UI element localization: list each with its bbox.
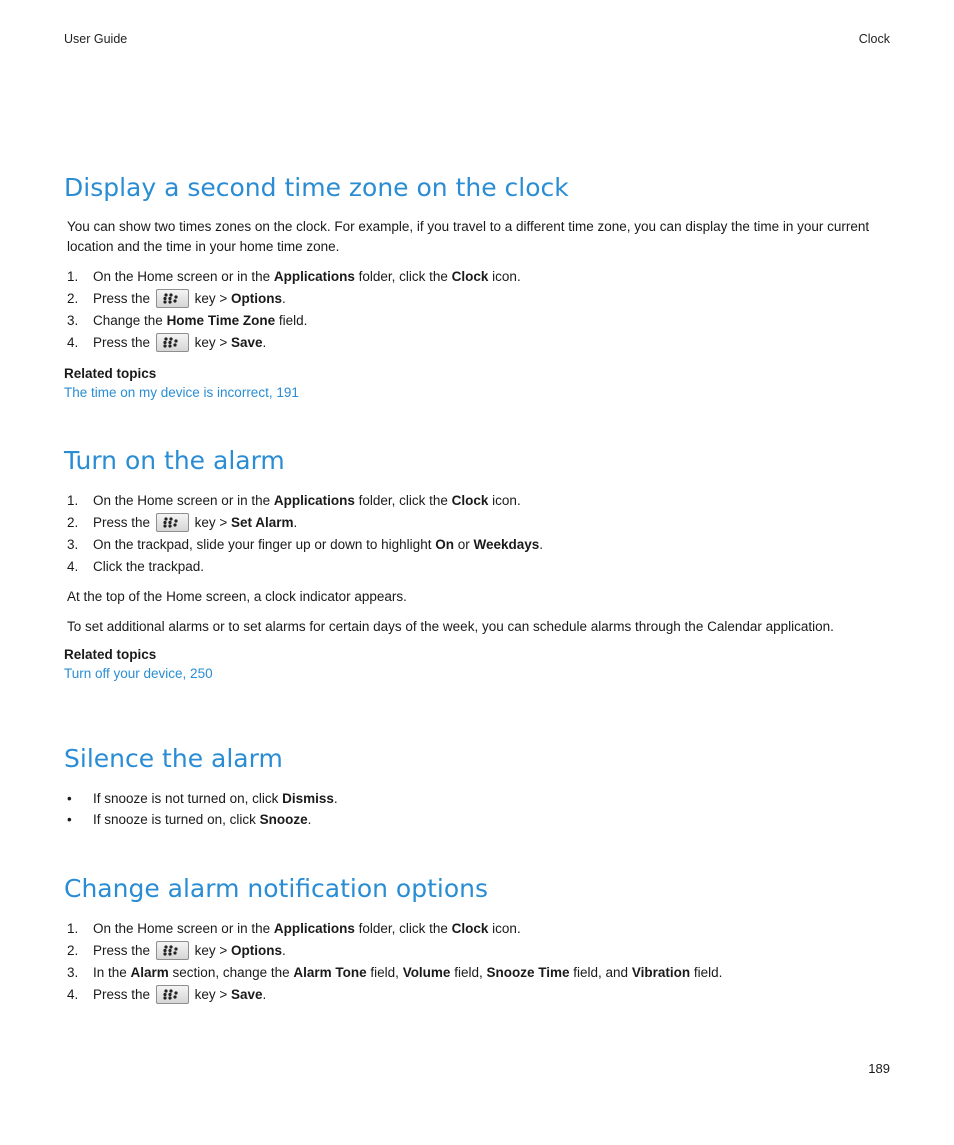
bullet-item: • If snooze is not turned on, click Dismiss. — [67, 791, 338, 806]
result-paragraph: At the top of the Home screen, a clock indicator appears. — [67, 589, 407, 604]
step-2: 2. Press the key > Options. — [64, 288, 894, 310]
bullet-item: • If snooze is turned on, click Snooze. — [67, 812, 312, 827]
steps-list — [64, 918, 894, 1006]
step-2: 2. Press the key > Set Alarm. — [64, 512, 894, 534]
step-3: 3. On the trackpad, slide your finger up or down to highlight On or Weekdays. — [67, 537, 544, 552]
blackberry-menu-key-icon — [156, 289, 189, 308]
step-1: 1. On the Home screen or in the Applications folder, click the Clock icon. — [67, 269, 521, 284]
step-1: 1. On the Home screen or in the Applications folder, click the Clock icon. — [67, 921, 521, 936]
section-heading: Silence the alarm — [64, 744, 283, 773]
related-topics-heading: Related topics — [64, 647, 157, 662]
section-alarm-notification-options — [64, 874, 894, 1006]
related-topic-link[interactable]: The time on my device is incorrect, 191 — [64, 385, 299, 400]
related-topic-link[interactable]: Turn off your device, 250 — [64, 666, 213, 681]
section-silence-alarm — [64, 744, 894, 830]
intro-paragraph: You can show two times zones on the clock. For example, if you travel to a different time zone, you can display the time in your current location and the time in your home time zone. — [67, 219, 870, 254]
blackberry-menu-key-icon — [156, 985, 189, 1004]
section-heading: Change alarm notification options — [64, 874, 488, 903]
section-heading: Display a second time zone on the clock — [64, 173, 569, 202]
section-second-time-zone — [64, 173, 894, 402]
step-3: 3. In the Alarm section, change the Alarm Tone field, Volume field, Snooze Time field, and Vibration field. — [67, 965, 723, 980]
blackberry-menu-key-icon — [156, 941, 189, 960]
steps-list — [64, 490, 894, 578]
step-4: 4. Press the key > Save. — [64, 332, 894, 354]
bullet-list — [64, 788, 894, 830]
running-header-chapter: Clock — [858, 32, 890, 46]
section-turn-on-alarm — [64, 446, 894, 683]
step-3: 3. Change the Home Time Zone field. — [67, 313, 308, 328]
step-2: 2. Press the key > Options. — [64, 940, 894, 962]
section-heading: Turn on the alarm — [64, 446, 285, 475]
step-4: 4. Press the key > Save. — [64, 984, 894, 1006]
page-number: 189 — [868, 1061, 890, 1076]
related-topics-heading: Related topics — [64, 366, 157, 381]
step-1: 1. On the Home screen or in the Applications folder, click the Clock icon. — [67, 493, 521, 508]
blackberry-menu-key-icon — [156, 333, 189, 352]
blackberry-menu-key-icon — [156, 513, 189, 532]
step-4: 4. Click the trackpad. — [67, 559, 205, 574]
note-paragraph: To set additional alarms or to set alarms for certain days of the week, you can schedule alarms through the Calendar application. — [67, 618, 834, 634]
running-header-title: User Guide — [64, 32, 128, 46]
steps-list — [64, 266, 894, 354]
